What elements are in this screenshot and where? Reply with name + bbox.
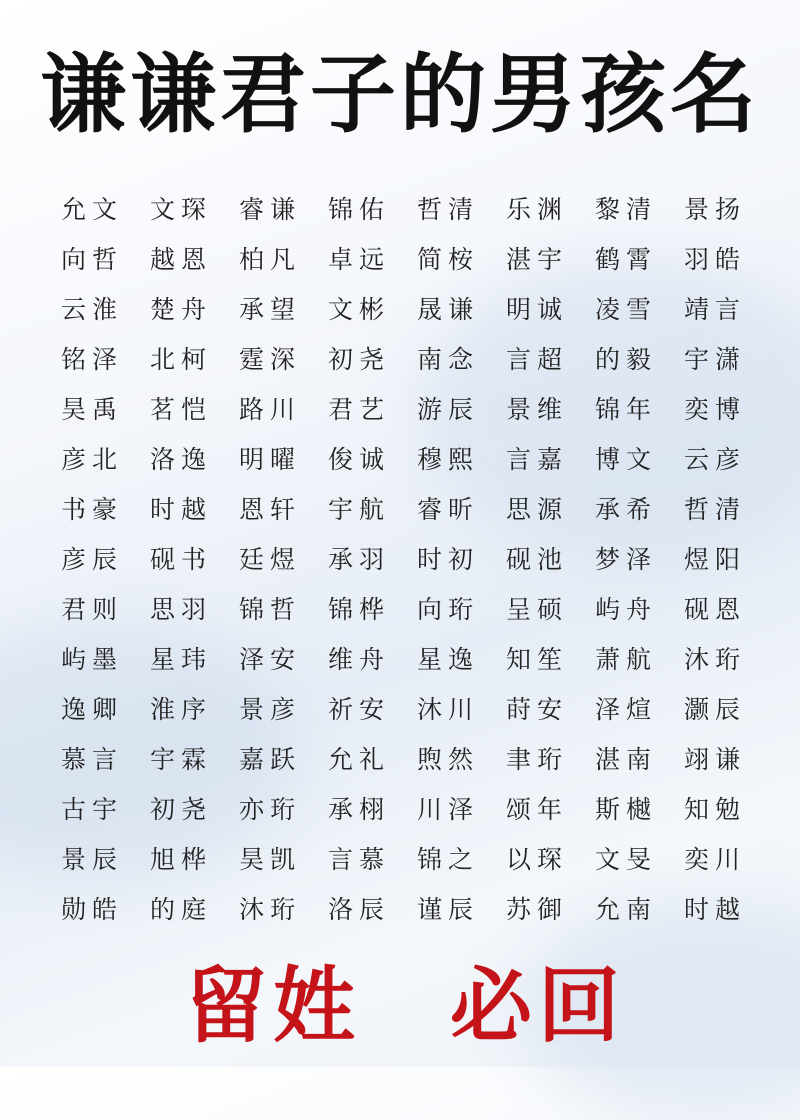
name-item: 昊凯: [239, 845, 302, 874]
name-item: 穆熙: [417, 445, 480, 474]
name-item: 旭桦: [150, 845, 213, 874]
name-item: 湛宇: [506, 245, 569, 274]
name-item: 星玮: [150, 645, 213, 674]
name-item: 泽煊: [595, 695, 658, 724]
name-item: 奕博: [684, 395, 747, 424]
name-item: 茗恺: [150, 395, 213, 424]
name-item: 洛逸: [150, 445, 213, 474]
name-item: 思羽: [150, 595, 213, 624]
name-item: 允文: [61, 195, 124, 224]
name-item: 煦然: [417, 745, 480, 774]
name-item: 宇潇: [684, 345, 747, 374]
name-item: 文琛: [150, 195, 213, 224]
name-item: 承希: [595, 495, 658, 524]
name-item: 承望: [239, 295, 302, 324]
name-item: 允南: [595, 895, 658, 924]
name-item: 知勉: [684, 795, 747, 824]
name-item: 廷煜: [239, 545, 302, 574]
name-item: 路川: [239, 395, 302, 424]
name-item: 泽安: [239, 645, 302, 674]
name-item: 云彦: [684, 445, 747, 474]
name-item: 锦桦: [328, 595, 391, 624]
name-item: 北柯: [150, 345, 213, 374]
name-item: 颂年: [506, 795, 569, 824]
name-item: 的庭: [150, 895, 213, 924]
name-item: 睿谦: [239, 195, 302, 224]
name-item: 苏御: [506, 895, 569, 924]
name-item: 楚舟: [150, 295, 213, 324]
name-item: 卓远: [328, 245, 391, 274]
name-item: 砚恩: [684, 595, 747, 624]
name-item: 勋皓: [61, 895, 124, 924]
name-item: 哲清: [417, 195, 480, 224]
name-item: 霆深: [239, 345, 302, 374]
name-item: 初尧: [150, 795, 213, 824]
name-item: 洛辰: [328, 895, 391, 924]
name-item: 羽皓: [684, 245, 747, 274]
name-item: 翊谦: [684, 745, 747, 774]
name-item: 黎清: [595, 195, 658, 224]
name-item: 湛南: [595, 745, 658, 774]
name-item: 星逸: [417, 645, 480, 674]
name-item: 允礼: [328, 745, 391, 774]
name-item: 初尧: [328, 345, 391, 374]
names-grid: [55, 185, 755, 935]
name-item: 承羽: [328, 545, 391, 574]
name-item: 云淮: [61, 295, 124, 324]
name-item: 斯樾: [595, 795, 658, 824]
name-item: 文旻: [595, 845, 658, 874]
name-item: 宇霖: [150, 745, 213, 774]
name-item: 明诚: [506, 295, 569, 324]
name-item: 昊禹: [61, 395, 124, 424]
name-item: 时初: [417, 545, 480, 574]
name-item: 柏凡: [239, 245, 302, 274]
name-item: 以琛: [506, 845, 569, 874]
name-item: 博文: [595, 445, 658, 474]
name-item: 向珩: [417, 595, 480, 624]
name-item: 时越: [150, 495, 213, 524]
name-item: 祈安: [328, 695, 391, 724]
name-item: 沐珩: [239, 895, 302, 924]
name-item: 时越: [684, 895, 747, 924]
name-item: 俊诚: [328, 445, 391, 474]
name-item: 景彦: [239, 695, 302, 724]
name-item: 宇航: [328, 495, 391, 524]
name-item: 聿珩: [506, 745, 569, 774]
name-item: 景扬: [684, 195, 747, 224]
name-item: 简桉: [417, 245, 480, 274]
name-item: 言嘉: [506, 445, 569, 474]
name-item: 砚书: [150, 545, 213, 574]
name-item: 乐渊: [506, 195, 569, 224]
name-item: 言超: [506, 345, 569, 374]
name-item: 维舟: [328, 645, 391, 674]
name-item: 慕言: [61, 745, 124, 774]
name-item: 靖言: [684, 295, 747, 324]
name-item: 奕川: [684, 845, 747, 874]
name-item: 谨辰: [417, 895, 480, 924]
name-item: 古宇: [61, 795, 124, 824]
name-item: 承栩: [328, 795, 391, 824]
page-title: 谦谦君子的男孩名: [40, 44, 760, 145]
name-item: 锦佑: [328, 195, 391, 224]
name-item: 铭泽: [61, 345, 124, 374]
name-item: 莳安: [506, 695, 569, 724]
name-item: 锦哲: [239, 595, 302, 624]
name-item: 君则: [61, 595, 124, 624]
name-item: 彦辰: [61, 545, 124, 574]
name-item: 萧航: [595, 645, 658, 674]
name-item: 恩轩: [239, 495, 302, 524]
name-item: 哲清: [684, 495, 747, 524]
name-item: 彦北: [61, 445, 124, 474]
name-item: 的毅: [595, 345, 658, 374]
name-item: 灏辰: [684, 695, 747, 724]
name-item: 景辰: [61, 845, 124, 874]
name-item: 煜阳: [684, 545, 747, 574]
name-item: 砚池: [506, 545, 569, 574]
footer-leave-surname-text: 留姓: [185, 958, 362, 1054]
name-item: 明曜: [239, 445, 302, 474]
name-item: 屿墨: [61, 645, 124, 674]
name-item: 嘉跃: [239, 745, 302, 774]
name-item: 逸卿: [61, 695, 124, 724]
name-item: 书豪: [61, 495, 124, 524]
footer-call-to-action: [0, 958, 800, 1055]
name-item: 游辰: [417, 395, 480, 424]
name-item: 言慕: [328, 845, 391, 874]
footer-will-reply-text: 必回: [450, 958, 627, 1054]
name-item: 锦年: [595, 395, 658, 424]
name-item: 凌雪: [595, 295, 658, 324]
name-item: 越恩: [150, 245, 213, 274]
name-item: 梦泽: [595, 545, 658, 574]
name-item: 屿舟: [595, 595, 658, 624]
name-item: 淮序: [150, 695, 213, 724]
name-item: 向哲: [61, 245, 124, 274]
name-item: 南念: [417, 345, 480, 374]
name-item: 文彬: [328, 295, 391, 324]
name-item: 君艺: [328, 395, 391, 424]
name-item: 鹤霄: [595, 245, 658, 274]
name-item: 呈硕: [506, 595, 569, 624]
name-item: 沐珩: [684, 645, 747, 674]
name-item: 景维: [506, 395, 569, 424]
name-item: 晟谦: [417, 295, 480, 324]
name-item: 睿昕: [417, 495, 480, 524]
name-item: 知笙: [506, 645, 569, 674]
name-item: 锦之: [417, 845, 480, 874]
name-item: 沐川: [417, 695, 480, 724]
name-item: 思源: [506, 495, 569, 524]
name-item: 川泽: [417, 795, 480, 824]
name-item: 亦珩: [239, 795, 302, 824]
